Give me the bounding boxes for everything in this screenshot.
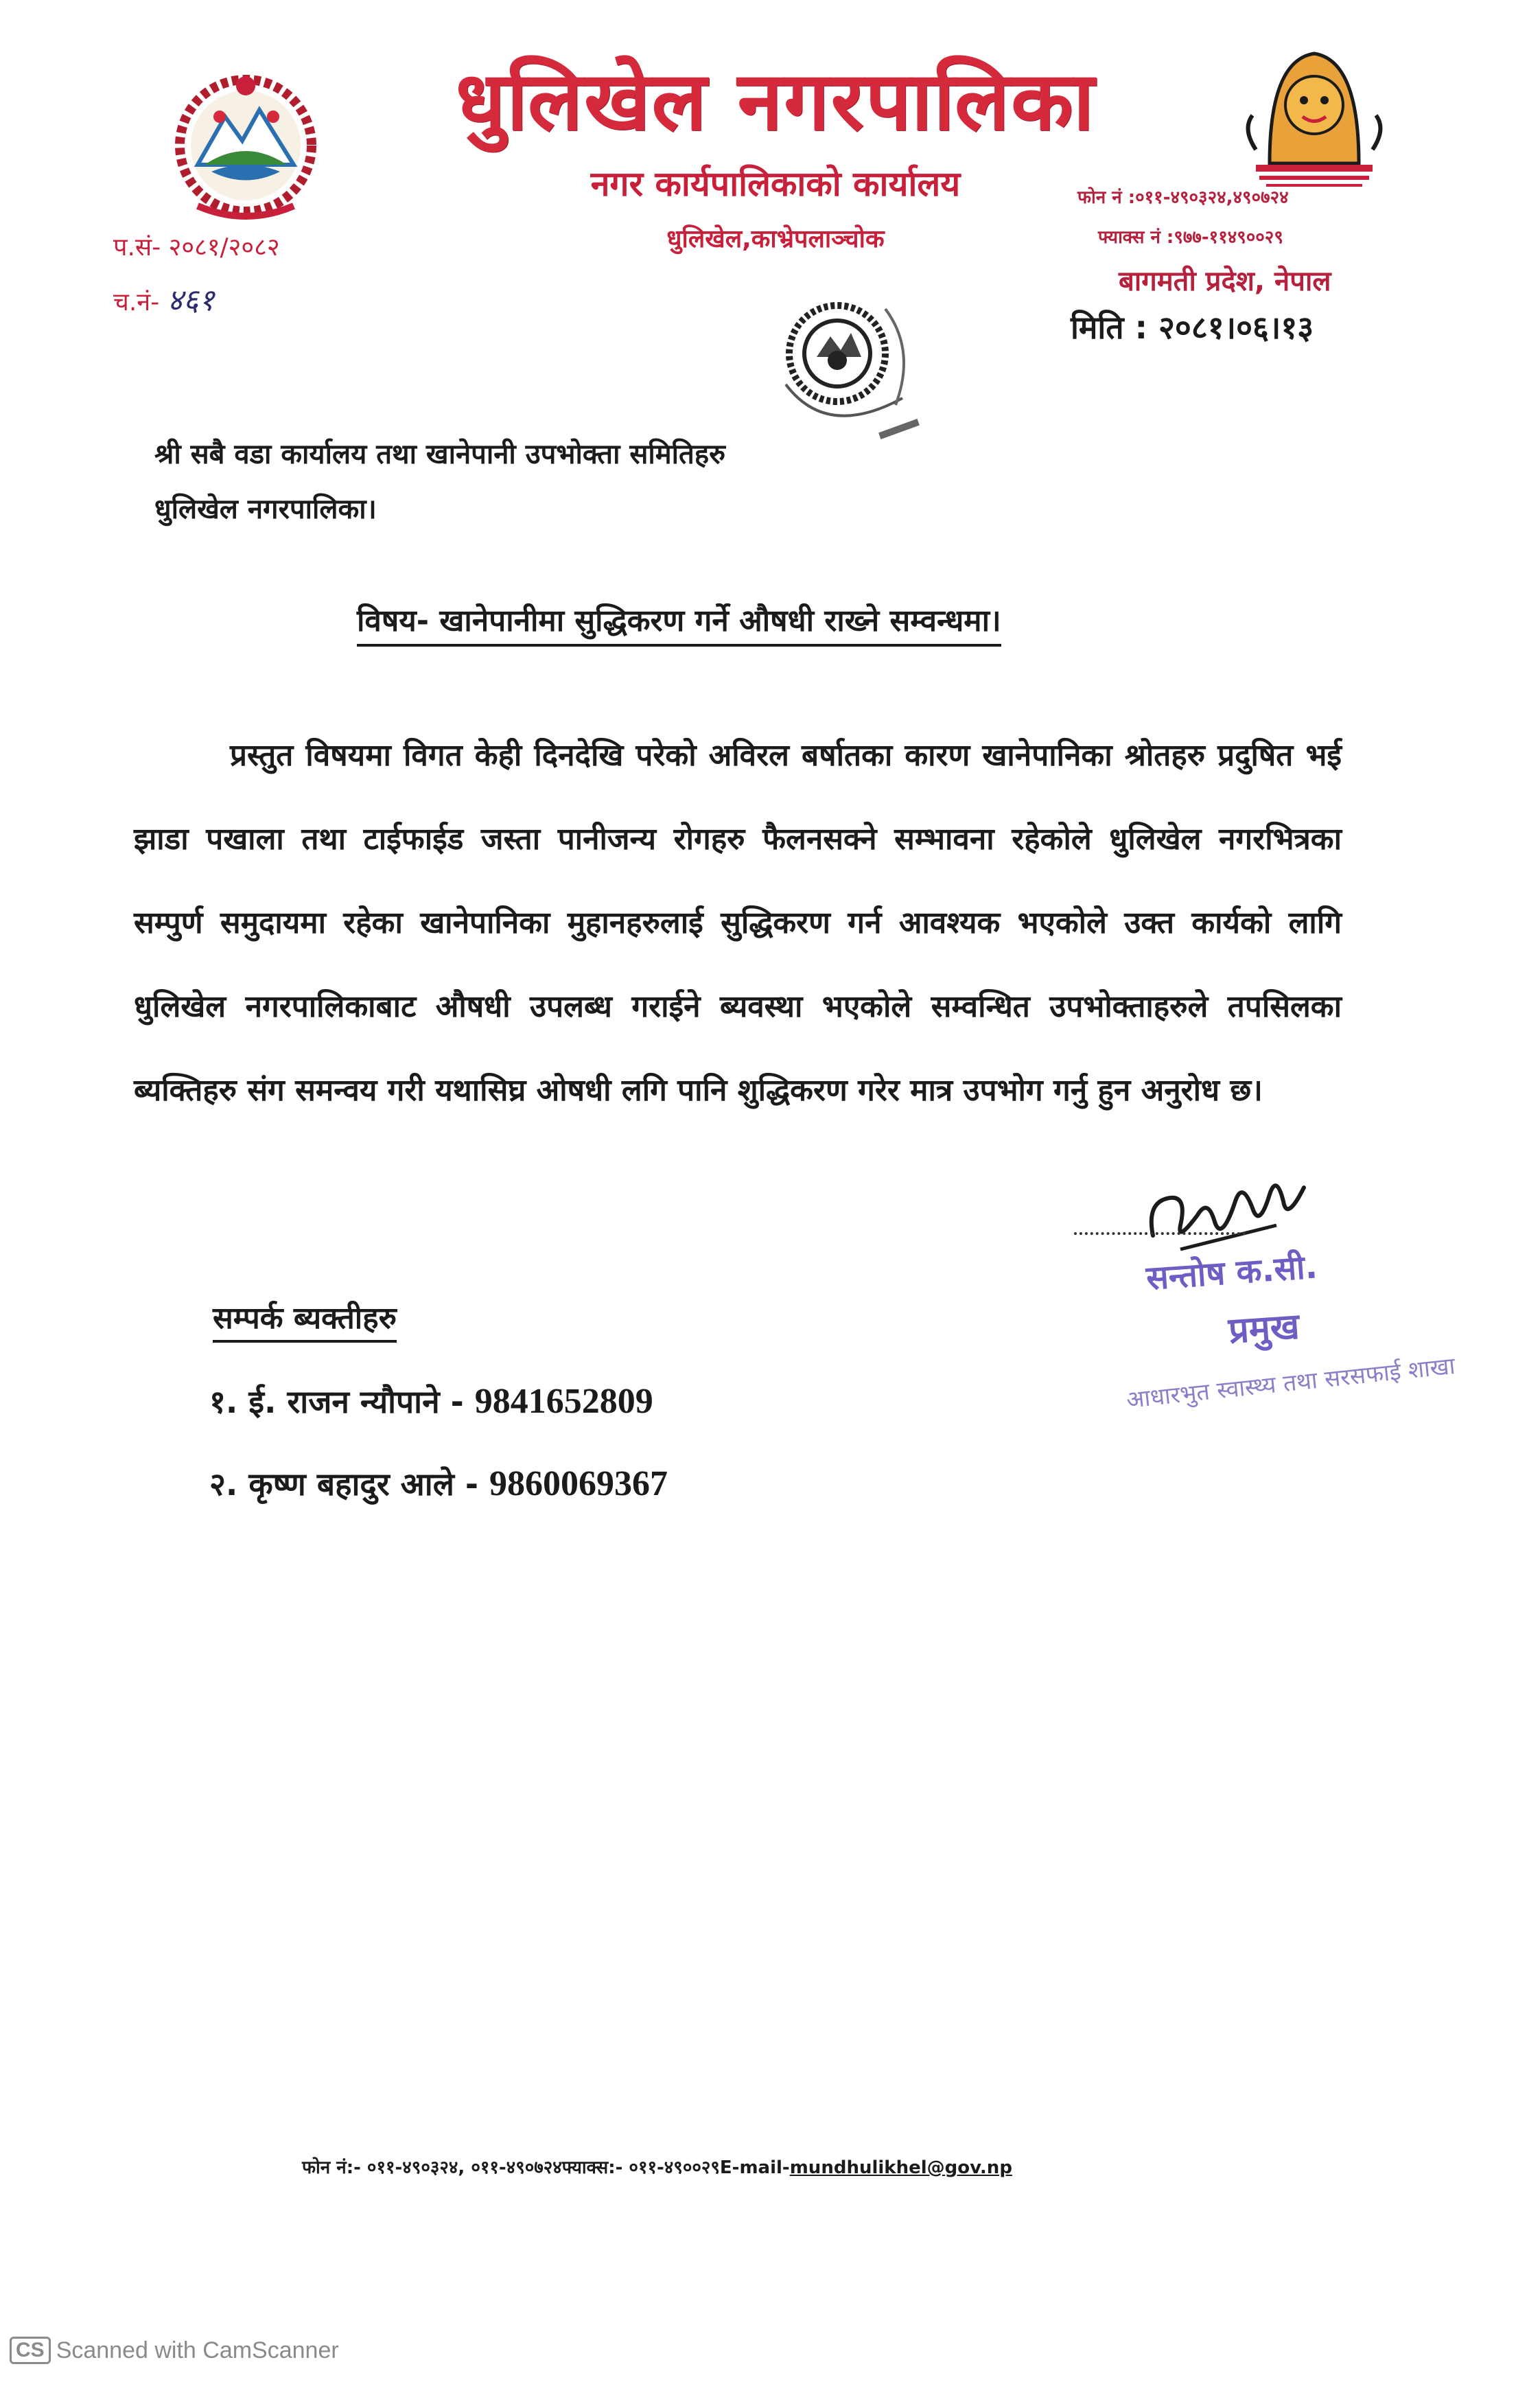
header-fax: फ्याक्स नं :९७७-११४९००२९ — [1098, 227, 1283, 248]
office-address: धुलिखेल,काभ्रेपलाञ्चोक — [666, 225, 885, 253]
signer-title: प्रमुख — [1227, 1306, 1301, 1352]
scanner-text: Scanned with CamScanner — [56, 2337, 339, 2363]
dispatch-number — [113, 278, 214, 319]
dispatch-number-label: च.नं- — [113, 288, 160, 316]
reference-number: प.सं- २०८१/२०८२ — [113, 233, 280, 262]
office-title: नगर कार्यपालिकाको कार्यालय — [590, 164, 961, 204]
footer-contact — [302, 2154, 1012, 2179]
camscanner-logo: CS — [10, 2337, 51, 2364]
letter-date: मिति : २०८१।०६।१३ — [1071, 309, 1314, 346]
footer-email-link[interactable]: mundhulikhel@gov.np — [789, 2157, 1012, 2178]
letter-subject: विषय- खानेपानीमा सुद्धिकरण गर्ने औषधी राख्ने सम्वन्धमा। — [357, 599, 1001, 647]
recipient-line-1: श्री सबै वडा कार्यालय तथा खानेपानी उपभोक्ता समितिहरु — [154, 439, 725, 470]
signer-name: सन्तोष क.सी. — [1145, 1247, 1319, 1298]
letter-body: प्रस्तुत विषयमा विगत केही दिनदेखि परेको अविरल बर्षातका कारण खानेपानिका श्रोतहरु प्रदुषित भई झाडा पखाला तथा टाईफाईड जस्ता पानीजन्य रोगहरु फैलनसक्ने सम्भावना रहेकोले धुलिखेल नगरभित्रका सम्पुर्ण समुदायमा रहेका खानेपानिका मुहानहरुलाई सुद्धिकरण गर्न आवश्यक भएकोले उक्त कार्यको लागि धुलिखेल नगरपालिकाबाट औषधी उपलब्ध गराईने ब्यवस्था भएकोले सम्वन्धित उपभोक्ताहरुले तपसिलका ब्यक्तिहरु संग समन्वय गरी यथासिघ्र ओषधी लगि पानि शुद्धिकरण गरेर मात्र उपभोग गर्नु हुन अनुरोध छ। — [134, 738, 1342, 1108]
office-stamp-icon — [745, 268, 950, 467]
contact-phone: 9841652809 — [474, 1382, 653, 1421]
header-phone: फोन नं :०११-४९०३२४,४९०७२४ — [1077, 187, 1289, 208]
signer-branch: आधारभुत स्वास्थ्य तथा सरसफाई शाखा — [1125, 1352, 1457, 1415]
recipient-line-2: धुलिखेल नगरपालिका। — [154, 494, 377, 525]
scanner-watermark — [10, 2337, 339, 2364]
contacts-heading: सम्पर्क ब्यक्तीहरु — [213, 1296, 397, 1343]
contact-name: १. ई. राजन न्यौपाने — [209, 1383, 440, 1420]
contact-item: २. कृष्ण बहादुर आले - 9860069367 — [209, 1464, 668, 1503]
footer-text: फोन नं:- ०११-४९०३२४, ०११-४९०७२४फ्याक्स:- ०११-४९००२९E-mail- — [302, 2157, 790, 2178]
contact-phone: 9860069367 — [489, 1464, 668, 1503]
municipality-logo-icon — [1228, 40, 1400, 198]
province-label: बागमती प्रदेश, नेपाल — [1119, 266, 1331, 297]
organization-title: धुलिखेल नगरपालिका — [455, 54, 1096, 148]
nepal-emblem-icon — [170, 69, 321, 230]
signature-line — [1074, 1232, 1246, 1235]
contact-item: १. ई. राजन न्यौपाने - 9841652809 — [209, 1382, 653, 1421]
contact-name: २. कृष्ण बहादुर आले — [209, 1466, 454, 1503]
dispatch-number-value: ४६१ — [167, 283, 215, 318]
